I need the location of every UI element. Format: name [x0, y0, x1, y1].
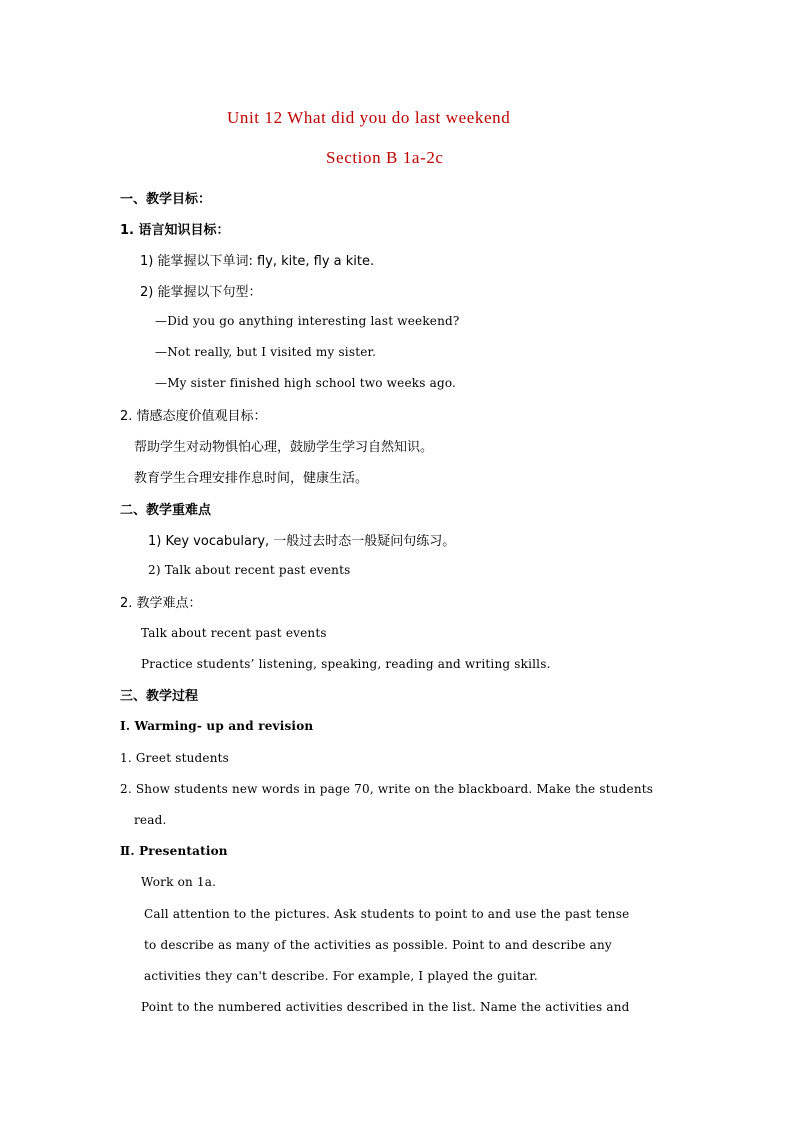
body-line: —My sister finished high school two weeks ago. — [155, 376, 457, 390]
body-line: 2. Show students new words in page 70, write on the blackboard. Make the students — [120, 782, 654, 796]
body-line: 2) 能掌握以下句型： — [140, 285, 262, 300]
document-subtitle: Section B 1a-2c — [326, 148, 444, 167]
body-line: —Did you go anything interesting last weekend? — [155, 314, 460, 328]
body-line: —Not really, but I visited my sister. — [155, 345, 377, 359]
subsection-heading: 2. 教学难点： — [120, 596, 202, 611]
body-line: Call attention to the pictures. Ask students to point to and use the past tense — [144, 907, 630, 921]
body-line: read. — [134, 813, 167, 827]
subsection-heading: Ⅰ. Warming- up and revision — [120, 719, 314, 733]
body-line: Talk about recent past events — [141, 626, 327, 640]
body-line: 教育学生合理安排作息时间，健康生活。 — [134, 471, 369, 486]
body-line: to describe as many of the activities as possible. Point to and describe any — [144, 938, 612, 952]
body-line: 1) Key vocabulary, 一般过去时态一般疑问句练习。 — [148, 534, 456, 549]
body-line: Work on 1a. — [141, 875, 217, 889]
document-title: Unit 12 What did you do last weekend — [227, 108, 511, 127]
section-heading: 一、教学目标： — [120, 192, 212, 207]
subsection-heading: 2. 情感态度价值观目标： — [120, 409, 267, 424]
body-line: 1) 能掌握以下单词: fly, kite, fly a kite. — [140, 254, 375, 269]
body-line: 帮助学生对动物惧怕心理，鼓励学生学习自然知识。 — [134, 440, 434, 455]
body-line: Practice students’ listening, speaking, reading and writing skills. — [141, 657, 551, 671]
body-line: Point to the numbered activities described in the list. Name the activities and — [141, 1000, 630, 1014]
subsection-heading: Ⅱ. Presentation — [120, 844, 228, 858]
body-line: 2) Talk about recent past events — [148, 563, 351, 577]
body-line: activities they can't describe. For example, I played the guitar. — [144, 969, 538, 983]
section-heading: 三、教学过程 — [120, 689, 199, 704]
subsection-heading: 1. 语言知识目标： — [120, 223, 230, 238]
body-line: 1. Greet students — [120, 751, 230, 765]
section-heading: 二、教学重难点 — [120, 503, 212, 518]
